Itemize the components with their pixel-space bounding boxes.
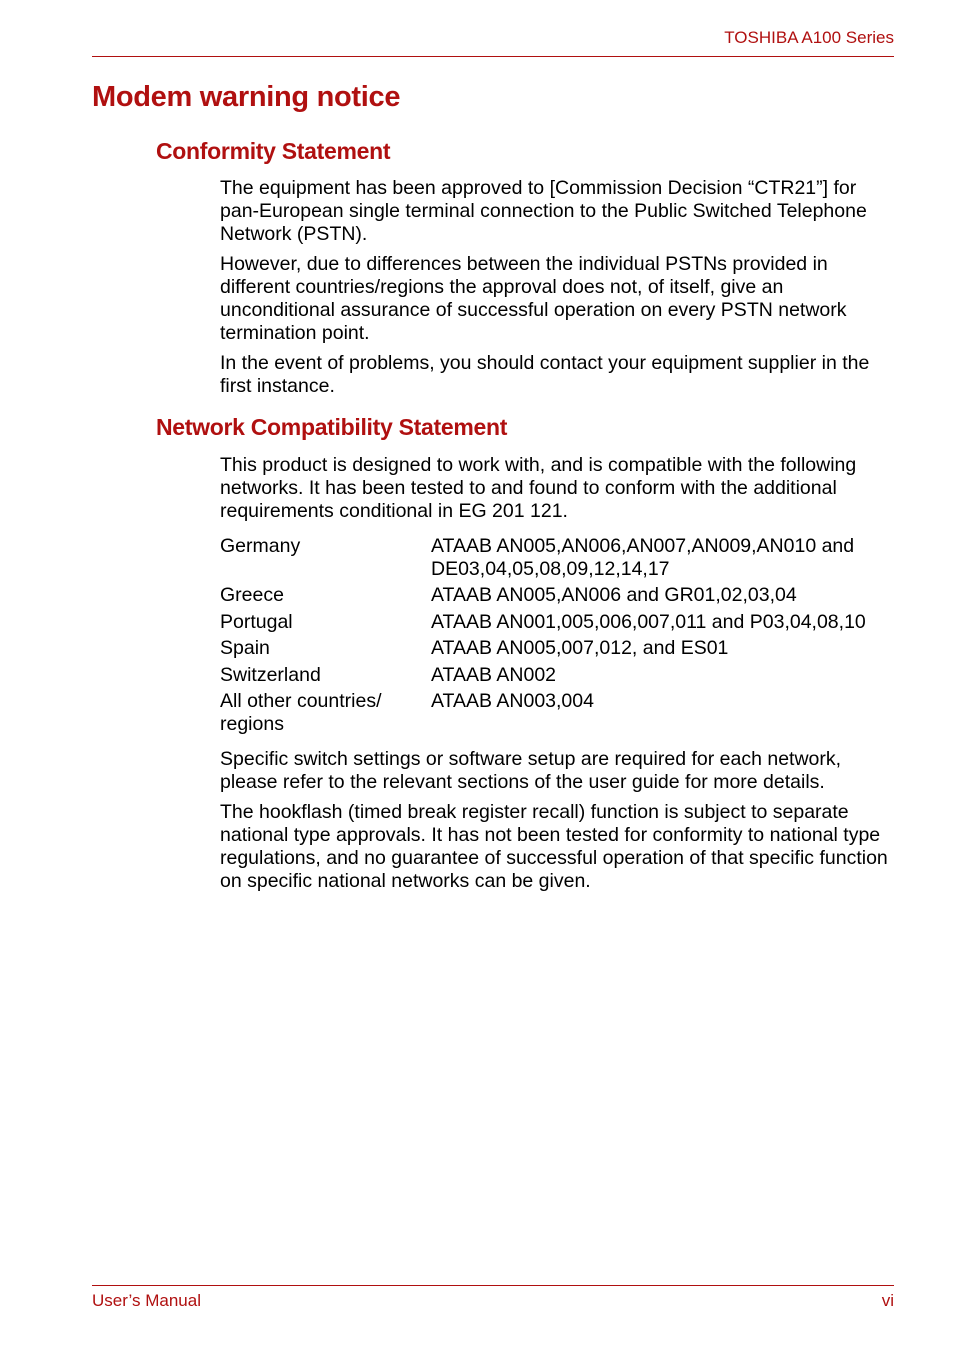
network-intro — [220, 454, 896, 530]
network-note-paragraph: Specific switch settings or software setup are required for each network, please refer to the relevant sections of the user guide for more details. — [220, 748, 842, 793]
network-heading: Network Compatibility Statement — [156, 414, 508, 440]
country-cell: Spain — [220, 637, 270, 659]
approval-cell: ATAAB AN005,AN006,AN007,AN009,AN010 and DE03,04,05,08,09,12,14,17 — [431, 535, 855, 580]
network-approval-table — [220, 535, 896, 739]
conformity-paragraph: However, due to differences between the individual PSTNs provided in different countries/regions the approval does not, of itself, give an unconditional assurance of successful operation on every PSTN network termination point. — [220, 253, 847, 344]
approval-cell: ATAAB AN003,004 — [431, 690, 594, 712]
header-rule — [92, 56, 894, 57]
country-cell: Portugal — [220, 610, 293, 633]
table-row — [220, 535, 896, 584]
network-notes — [220, 748, 896, 900]
country-cell: Switzerland — [220, 663, 321, 686]
page-title: Modem warning notice — [92, 81, 401, 113]
footer-rule — [92, 1285, 894, 1286]
conformity-heading: Conformity Statement — [156, 138, 391, 164]
country-cell: Greece — [220, 584, 284, 606]
country-cell: Germany — [220, 535, 301, 557]
table-row — [220, 664, 896, 691]
table-row — [220, 611, 896, 638]
page-number: vi — [881, 1291, 894, 1310]
table-row — [220, 584, 896, 611]
approval-cell: ATAAB AN005,007,012, and ES01 — [431, 637, 729, 659]
conformity-paragraph: The equipment has been approved to [Commission Decision “CTR21”] for pan-European single terminal connection to the Public Switched Telephone Network (PSTN). — [220, 177, 867, 245]
approval-cell: ATAAB AN005,AN006 and GR01,02,03,04 — [431, 584, 797, 606]
approval-cell: ATAAB AN002 — [431, 663, 557, 686]
approval-cell: ATAAB AN001,005,006,007,011 and P03,04,08,10 — [431, 610, 866, 633]
country-cell: All other countries/ regions — [220, 690, 382, 735]
running-header: TOSHIBA A100 Series — [724, 28, 894, 47]
network-intro-paragraph: This product is designed to work with, and is compatible with the following networks. It has been tested to and found to conform with the additional requirements conditional in EG 201 121. — [220, 454, 857, 522]
footer-manual-label: User’s Manual — [92, 1291, 201, 1310]
network-note-paragraph: The hookflash (timed break register recall) function is subject to separate national type approvals. It has not been tested for conformity to national type regulations, and no guarantee of successful operation of that specific function on specific national networks can be given. — [220, 801, 888, 892]
table-row — [220, 690, 896, 739]
conformity-paragraph: In the event of problems, you should contact your equipment supplier in the first instance. — [220, 352, 870, 397]
table-row — [220, 637, 896, 664]
conformity-body — [220, 177, 896, 405]
